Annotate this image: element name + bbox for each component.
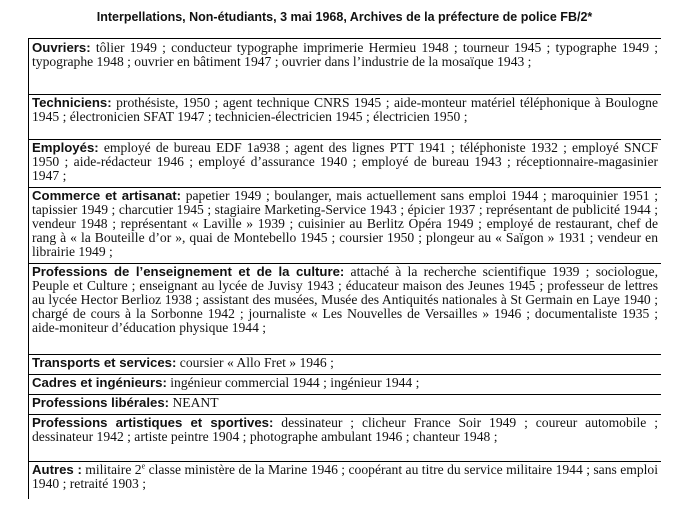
category-text: coursier « Allo Fret » 1946 ; (176, 355, 334, 370)
category-label: Professions artistiques et sportives: (32, 415, 274, 430)
section-commerce (32, 189, 658, 259)
section-ouvriers (32, 41, 658, 69)
category-label: Professions de l’enseignement et de la culture: (32, 264, 345, 279)
category-text: dessinateur ; clicheur France Soir 1949 ; coureur automobile ; dessinateur 1942 ; artiste peintre 1904 ; photographe ambulant 1946 ; chanteur 1948 ; (32, 415, 658, 444)
category-label: Cadres et ingénieurs: (32, 375, 167, 390)
category-label: Professions libérales: (32, 395, 170, 410)
category-label: Autres : (32, 462, 82, 477)
category-text-continued: classe ministère de la Marine 1946 ; coopérant au titre du service militaire 1944 ; sans emploi 1940 ; retraité 1903 ; (32, 462, 658, 491)
category-label: Transports et services: (32, 355, 177, 370)
category-text: tôlier 1949 ; conducteur typographe imprimerie Hermieu 1948 ; tourneur 1945 ; typographe 1949 ; typographe 1948 ; ouvrier en bâtiment 1947 ; ouvrier dans l’industrie de la mosaïque 1943 ; (32, 40, 658, 69)
category-text: prothésiste, 1950 ; agent technique CNRS 1945 ; aide-monteur matériel téléphonique à Boulogne 1945 ; électronicien SFAT 1947 ; technicien-électricien 1945 ; électricien 1950 ; (32, 95, 658, 124)
category-text: NEANT (169, 395, 219, 410)
category-text: papetier 1949 ; boulanger, mais actuellement sans emploi 1944 ; maroquinier 1951 ; tapissier 1949 ; charcutier 1945 ; stagiaire Marketing-Service 1943 ; épicier 1937 ; représentant de publicité 1944 ; vendeur 1948 ; représentant « Laville » 1939 ; cuisinier au Berlitz Opéra 1949 ; employé de restaurant, chef de rang à « la Bouteille d’or », quai de Montebello 1945 ; coursier 1950 ; plongeur au « Saïgon » 1931 ; vendeur en librairie 1949 ; (32, 188, 658, 259)
ordinal-superscript: e (141, 461, 146, 471)
category-label: Techniciens: (32, 95, 112, 110)
section-artistiques (32, 416, 658, 444)
section-liberales (32, 396, 658, 410)
category-text: employé de bureau EDF 1a938 ; agent des lignes PTT 1941 ; téléphoniste 1932 ; employé SNCF 1950 ; aide-rédacteur 1946 ; employé d’assurance 1940 ; employé de bureau 1943 ; réceptionnaire-magasinier 1947 ; (32, 140, 658, 183)
section-cadres (32, 376, 658, 390)
section-employes (32, 141, 658, 183)
document-title: Interpellations, Non-étudiants, 3 mai 1968, Archives de la préfecture de police FB/2* (96, 10, 593, 24)
category-text: attaché à la recherche scientifique 1939 ; sociologue, Peuple et Culture ; enseignant au lycée de Juvisy 1943 ; éducateur maison des Jeunes 1945 ; professeur de lettres au lycée Hector Berlioz 1938 ; assistant des musées, Musée des Antiquités nationales à St Germain en Laye 1940 ; chargé de cours à la Sorbonne 1942 ; journaliste « Les Nouvelles de Versailles » 1946 ; documentaliste 1935 ; aide-moniteur d’éducation physique 1944 ; (32, 264, 658, 335)
category-label: Ouvriers: (32, 40, 91, 55)
section-transports (32, 356, 658, 370)
section-techniciens (32, 96, 658, 124)
category-label: Employés: (32, 140, 99, 155)
section-enseignement (32, 265, 658, 335)
category-text: ingénieur commercial 1944 ; ingénieur 1944 ; (166, 375, 420, 390)
professions-table (28, 38, 661, 499)
section-autres (32, 463, 658, 491)
category-text: militaire 2 (81, 462, 142, 477)
category-label: Commerce et artisanat: (32, 188, 182, 203)
